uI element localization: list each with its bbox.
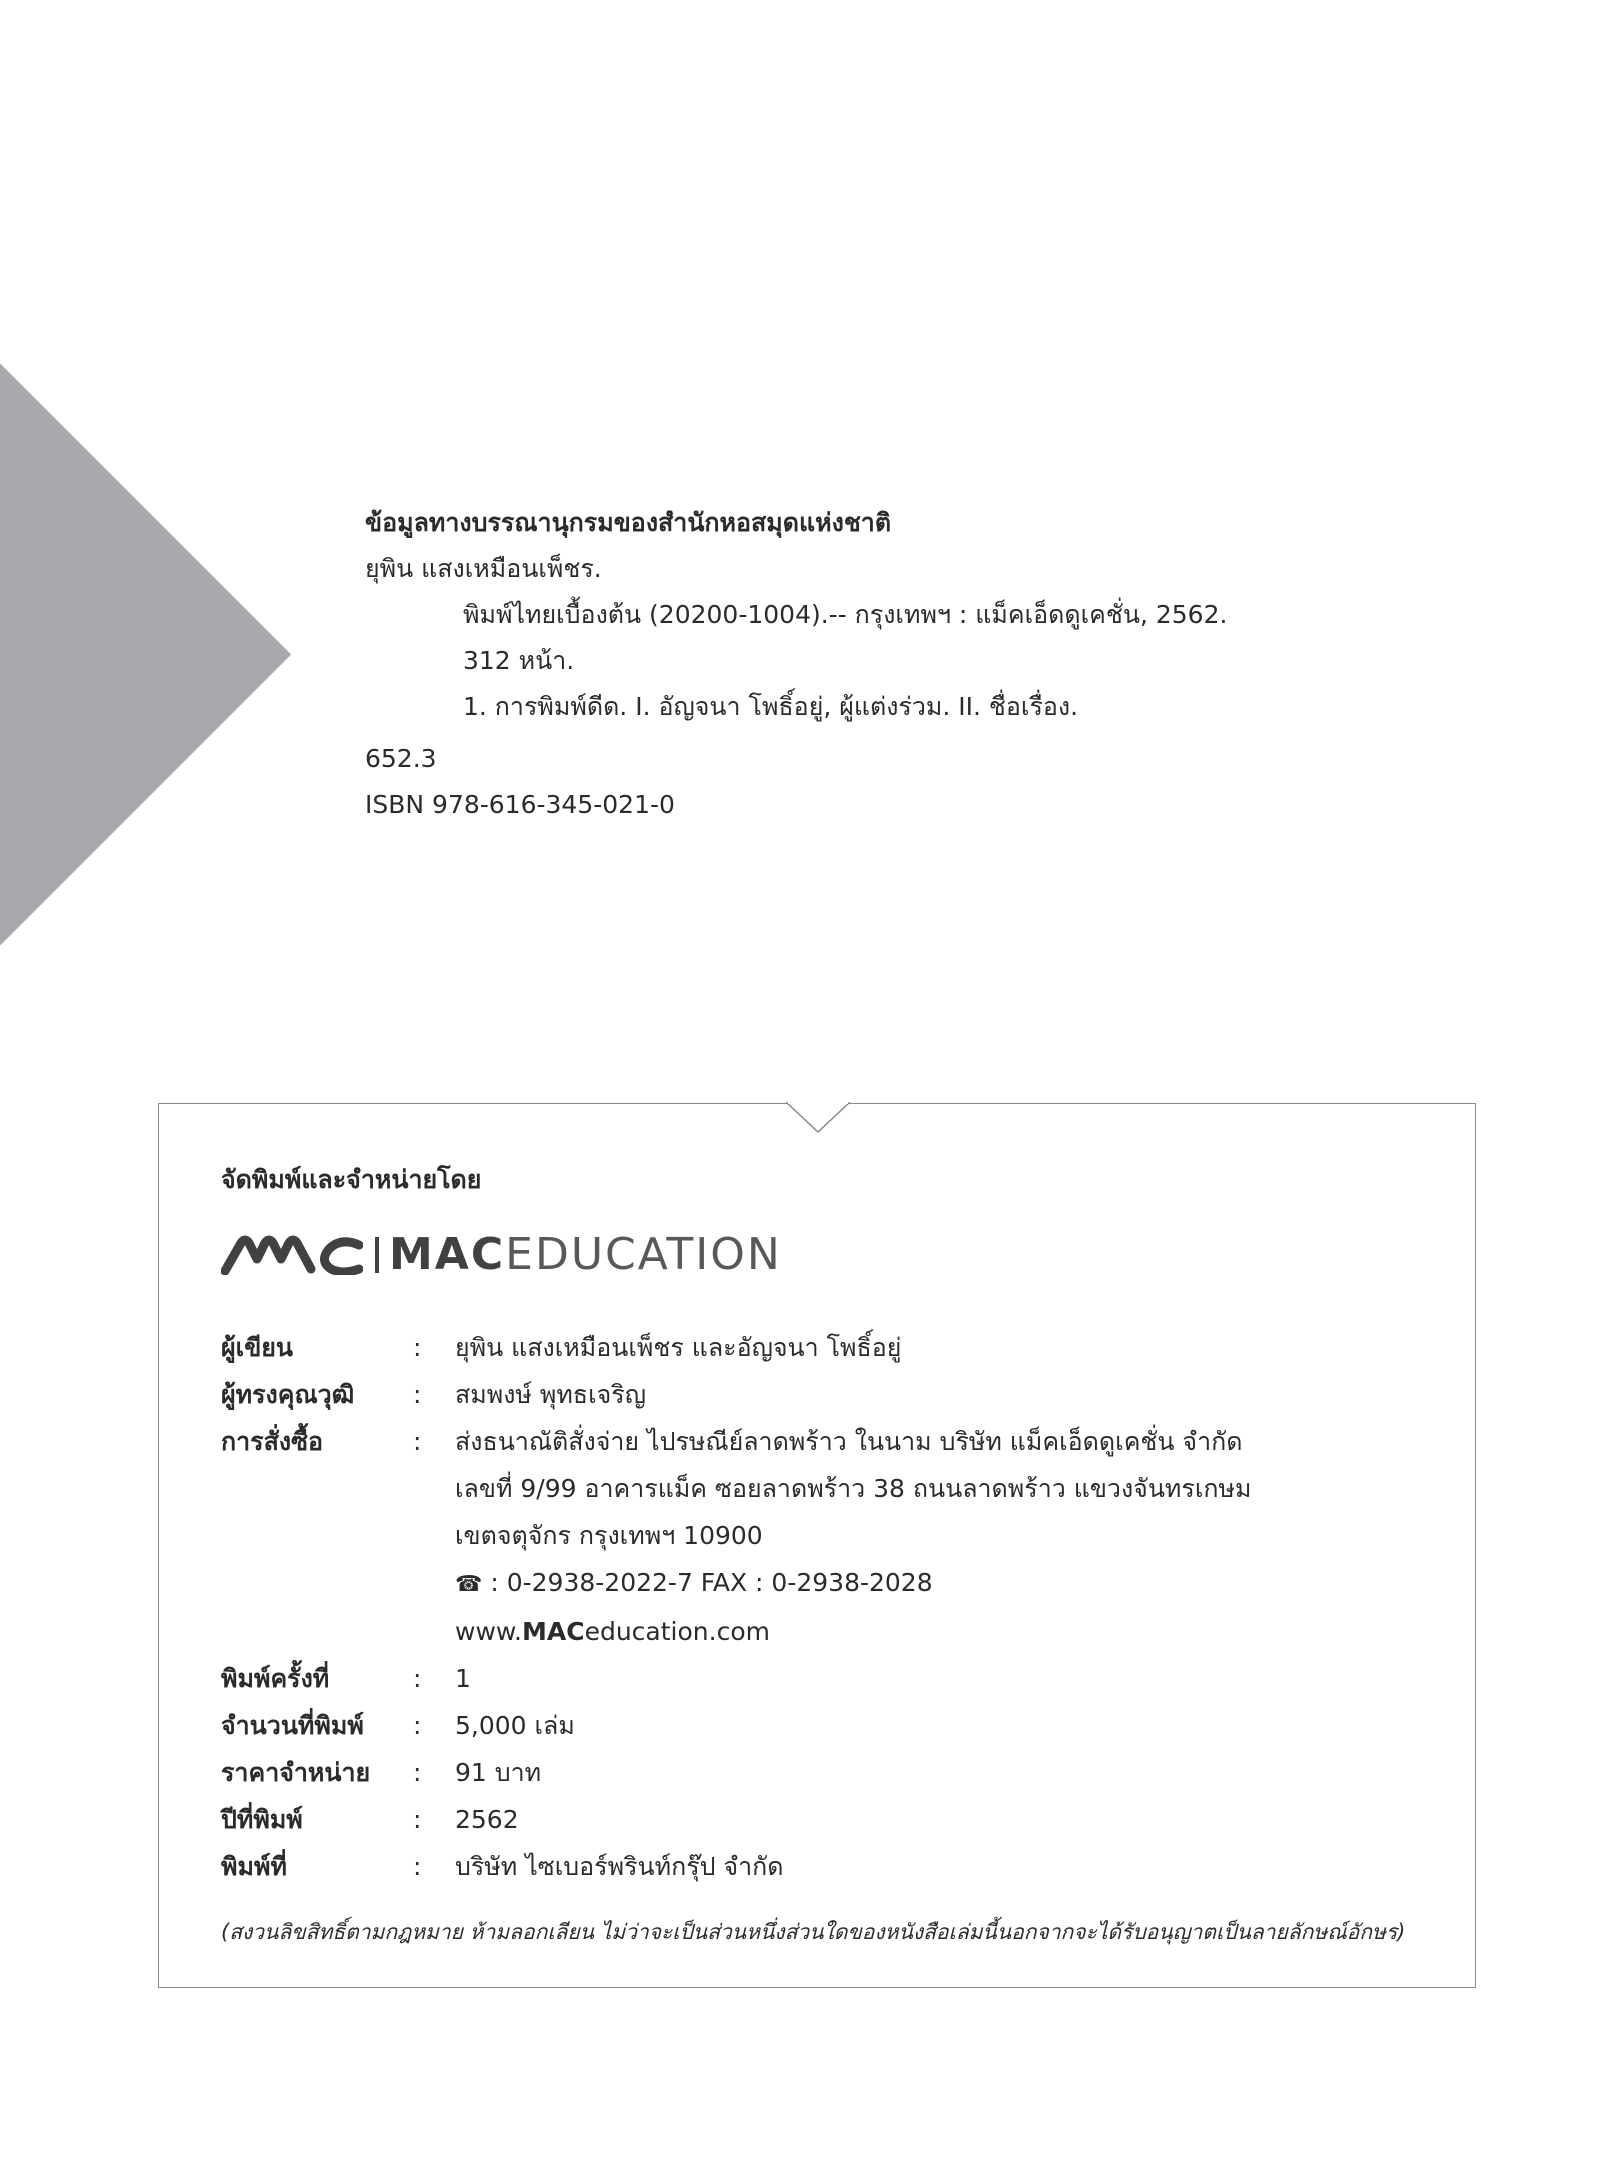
- printer-label: พิมพ์ที่: [221, 1852, 287, 1881]
- reviewer-value: สมพงษ์ พุทธเจริญ: [455, 1380, 646, 1409]
- detail-row-year: [221, 1796, 1251, 1843]
- reviewer-label: ผู้ทรงคุณวุฒิ: [221, 1380, 355, 1409]
- phone-icon: ☎: [455, 1572, 483, 1597]
- author-value: ยุพิน แสงเหมือนเพ็ชร และอัญจนา โพธิ์อยู่: [455, 1333, 902, 1362]
- year-value: 2562: [455, 1805, 519, 1834]
- cataloging-in-publication-block: [365, 500, 1227, 828]
- colon: :: [413, 1758, 422, 1787]
- colon: :: [413, 1805, 422, 1834]
- order-label: การสั่งซื้อ: [221, 1427, 324, 1456]
- printer-value: บริษัท ไซเบอร์พรินท์กรุ๊ป จำกัด: [455, 1852, 784, 1881]
- colon: :: [413, 1711, 422, 1740]
- copies-label: จำนวนที่พิมพ์: [221, 1711, 364, 1740]
- colon: :: [413, 1427, 422, 1456]
- detail-row-edition: [221, 1655, 1251, 1702]
- edition-value: 1: [455, 1664, 471, 1693]
- order-line-1: ส่งธนาณัติสั่งจ่าย ไปรษณีย์ลาดพร้าว ในนาม บริษัท แม็คเอ็ดดูเคชั่น จำกัด: [455, 1427, 1243, 1456]
- colon: :: [413, 1664, 422, 1693]
- price-label: ราคาจำหน่าย: [221, 1758, 371, 1787]
- detail-row-printer: [221, 1843, 1251, 1890]
- year-label: ปีที่พิมพ์: [221, 1805, 303, 1834]
- cip-class-number: 652.3: [365, 744, 437, 773]
- colon: :: [413, 1852, 422, 1881]
- phone-fax-line: [221, 1559, 1251, 1608]
- cip-pages: 312 หน้า.: [463, 646, 575, 675]
- publisher-info-box: [158, 1103, 1476, 1988]
- phone-fax-numbers: : 0-2938-2022-7 FAX : 0-2938-2028: [482, 1568, 933, 1597]
- mac-logo-mark: [221, 1235, 363, 1275]
- cip-isbn: ISBN 978-616-345-021-0: [365, 790, 675, 819]
- detail-row-price: [221, 1749, 1251, 1796]
- web-bold: MAC: [522, 1617, 585, 1646]
- web-prefix: www.: [455, 1617, 522, 1646]
- copies-value: 5,000 เล่ม: [455, 1711, 575, 1740]
- logo-wordmark: [389, 1226, 782, 1284]
- cip-author: ยุพิน แสงเหมือนเพ็ชร.: [365, 554, 602, 583]
- website-link[interactable]: [221, 1608, 1251, 1655]
- decorative-diamond: [0, 364, 291, 945]
- edition-label: พิมพ์ครั้งที่: [221, 1664, 330, 1693]
- detail-row-author: [221, 1324, 1251, 1371]
- detail-row-reviewer: [221, 1371, 1251, 1418]
- web-suffix: education.com: [584, 1617, 770, 1646]
- publisher-label: จัดพิมพ์และจำหน่ายโดย: [221, 1165, 482, 1194]
- order-line-3: เขตจตุจักร กรุงเทพฯ 10900: [455, 1521, 763, 1550]
- order-line-2: เลขที่ 9/99 อาคารแม็ค ซอยลาดพร้าว 38 ถนนลาดพร้าว แขวงจันทรเกษม: [455, 1474, 1252, 1503]
- detail-row-copies: [221, 1702, 1251, 1749]
- cip-subjects: 1. การพิมพ์ดีด. I. อัญจนา โพธิ์อยู่, ผู้แต่งร่วม. II. ชื่อเรื่อง.: [463, 692, 1079, 721]
- cip-heading: ข้อมูลทางบรรณานุกรมของสำนักหอสมุดแห่งชาติ: [365, 508, 892, 537]
- colon: :: [413, 1333, 422, 1362]
- logo-wordmark-light: EDUCATION: [505, 1229, 782, 1280]
- copyright-notice: (สงวนลิขสิทธิ์ตามกฎหมาย ห้ามลอกเลียน ไม่ว่าจะเป็นส่วนหนึ่งส่วนใดของหนังสือเล่มนี้นอกจากจะได้รับอนุญาตเป็นลายลักษณ์อักษร): [221, 1920, 1406, 1944]
- publication-details: [221, 1324, 1251, 1890]
- author-label: ผู้เขียน: [221, 1333, 294, 1362]
- mac-education-logo: [221, 1226, 782, 1284]
- logo-divider: [375, 1237, 379, 1273]
- colon: :: [413, 1380, 422, 1409]
- cip-title: พิมพ์ไทยเบื้องต้น (20200-1004).-- กรุงเทพฯ : แม็คเอ็ดดูเคชั่น, 2562.: [463, 600, 1228, 629]
- price-value: 91 บาท: [455, 1758, 542, 1787]
- logo-wordmark-strong: MAC: [389, 1229, 506, 1280]
- detail-row-order: [221, 1418, 1251, 1465]
